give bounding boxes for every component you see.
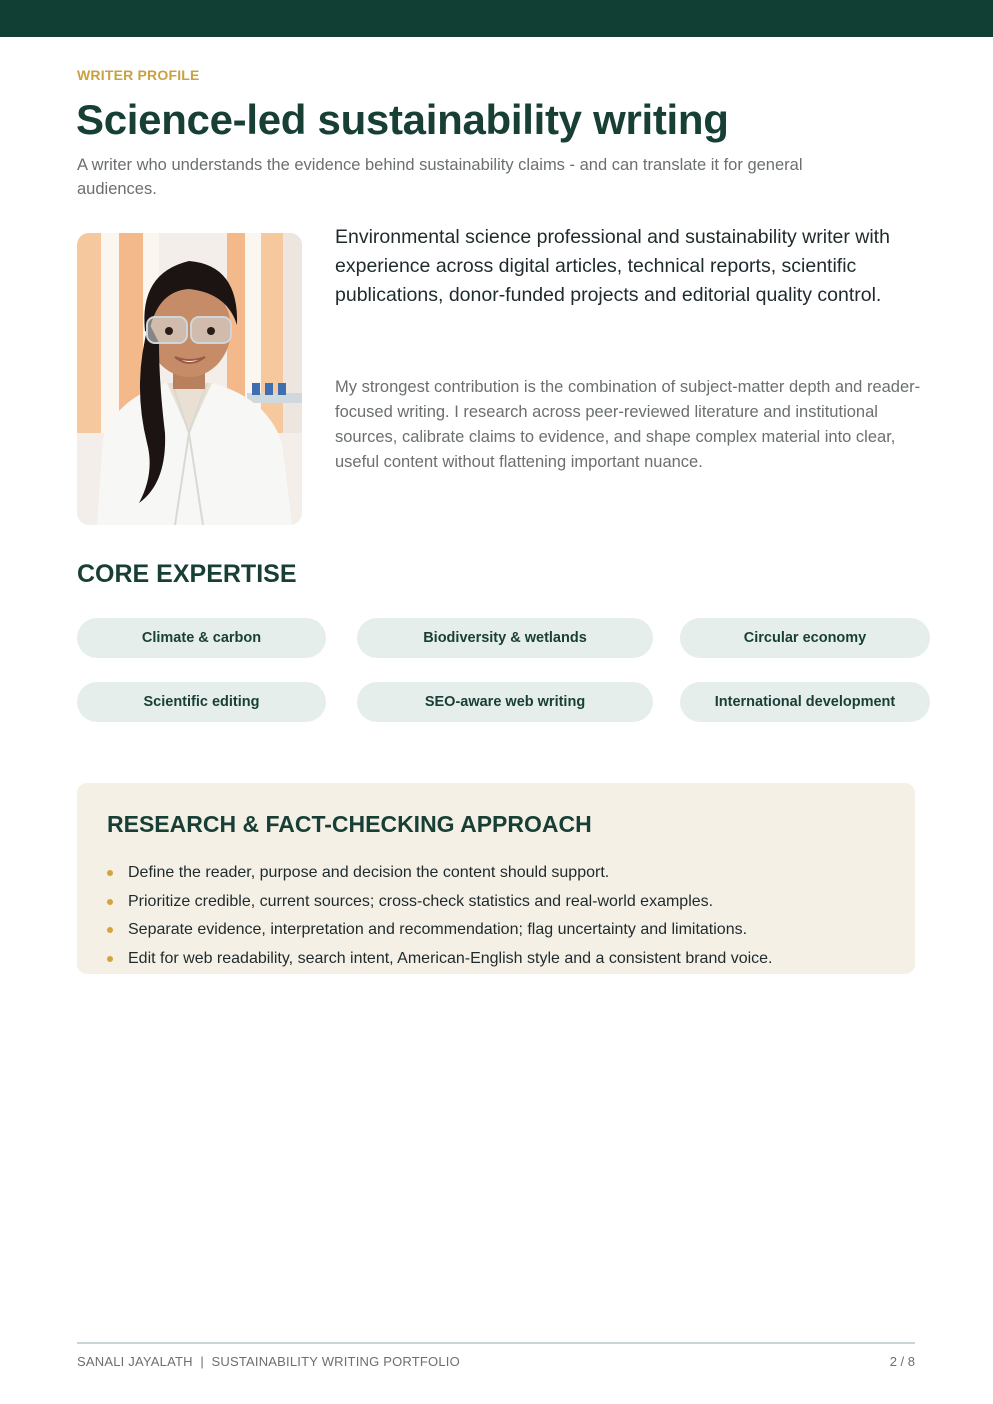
list-item bbox=[107, 919, 772, 948]
list-item bbox=[107, 862, 772, 891]
page-subtitle: A writer who understands the evidence behind sustainability claims - and can translate it for general audiences. bbox=[77, 156, 803, 198]
portrait-photo-icon bbox=[77, 233, 302, 525]
page-number: 2 / 8 bbox=[889, 1354, 915, 1369]
profile-lead: Environmental science professional and sustainability writer with experience across digital articles, technical reports, scientific publications, donor-funded projects and editorial quality control. bbox=[335, 226, 890, 306]
expertise-tag-biodiversity: Biodiversity & wetlands bbox=[357, 618, 653, 658]
expertise-tag-circular-economy: Circular economy bbox=[680, 618, 930, 658]
approach-heading: RESEARCH & FACT-CHECKING APPROACH bbox=[107, 811, 592, 837]
profile-body: My strongest contribution is the combination of subject-matter depth and reader-focused writing. I research across peer-reviewed literature and institutional sources, calibrate claims to evidence, and shape complex material into clear, useful content without flattening important nuance. bbox=[335, 378, 921, 471]
page-title: Science-led sustainability writing bbox=[76, 96, 729, 143]
expertise-tag-seo-writing: SEO-aware web writing bbox=[357, 682, 653, 722]
footer-author-title: SANALI JAYALATH | SUSTAINABILITY WRITING PORTFOLIO bbox=[77, 1354, 460, 1369]
top-bar bbox=[0, 0, 993, 37]
profile-photo bbox=[77, 233, 302, 525]
footer-divider bbox=[77, 1342, 915, 1344]
approach-panel bbox=[77, 783, 915, 974]
list-item bbox=[107, 948, 772, 977]
bullet-dot-icon bbox=[107, 899, 113, 905]
expertise-tag-climate: Climate & carbon bbox=[77, 618, 326, 658]
list-item-text: Define the reader, purpose and decision the content should support. bbox=[128, 864, 610, 881]
list-item bbox=[107, 891, 772, 920]
expertise-heading: CORE EXPERTISE bbox=[77, 560, 297, 588]
expertise-tag-international-development: International development bbox=[680, 682, 930, 722]
eyebrow-label: WRITER PROFILE bbox=[77, 67, 200, 83]
bullet-dot-icon bbox=[107, 956, 113, 962]
bullet-dot-icon bbox=[107, 870, 113, 876]
approach-list bbox=[107, 862, 772, 976]
list-item-text: Separate evidence, interpretation and recommendation; flag uncertainty and limitations. bbox=[128, 921, 748, 938]
expertise-tag-scientific-editing: Scientific editing bbox=[77, 682, 326, 722]
list-item-text: Edit for web readability, search intent, American-English style and a consistent brand voice. bbox=[128, 949, 773, 967]
list-item-text: Prioritize credible, current sources; cross-check statistics and real-world examples. bbox=[128, 892, 714, 910]
bullet-dot-icon bbox=[107, 927, 113, 933]
